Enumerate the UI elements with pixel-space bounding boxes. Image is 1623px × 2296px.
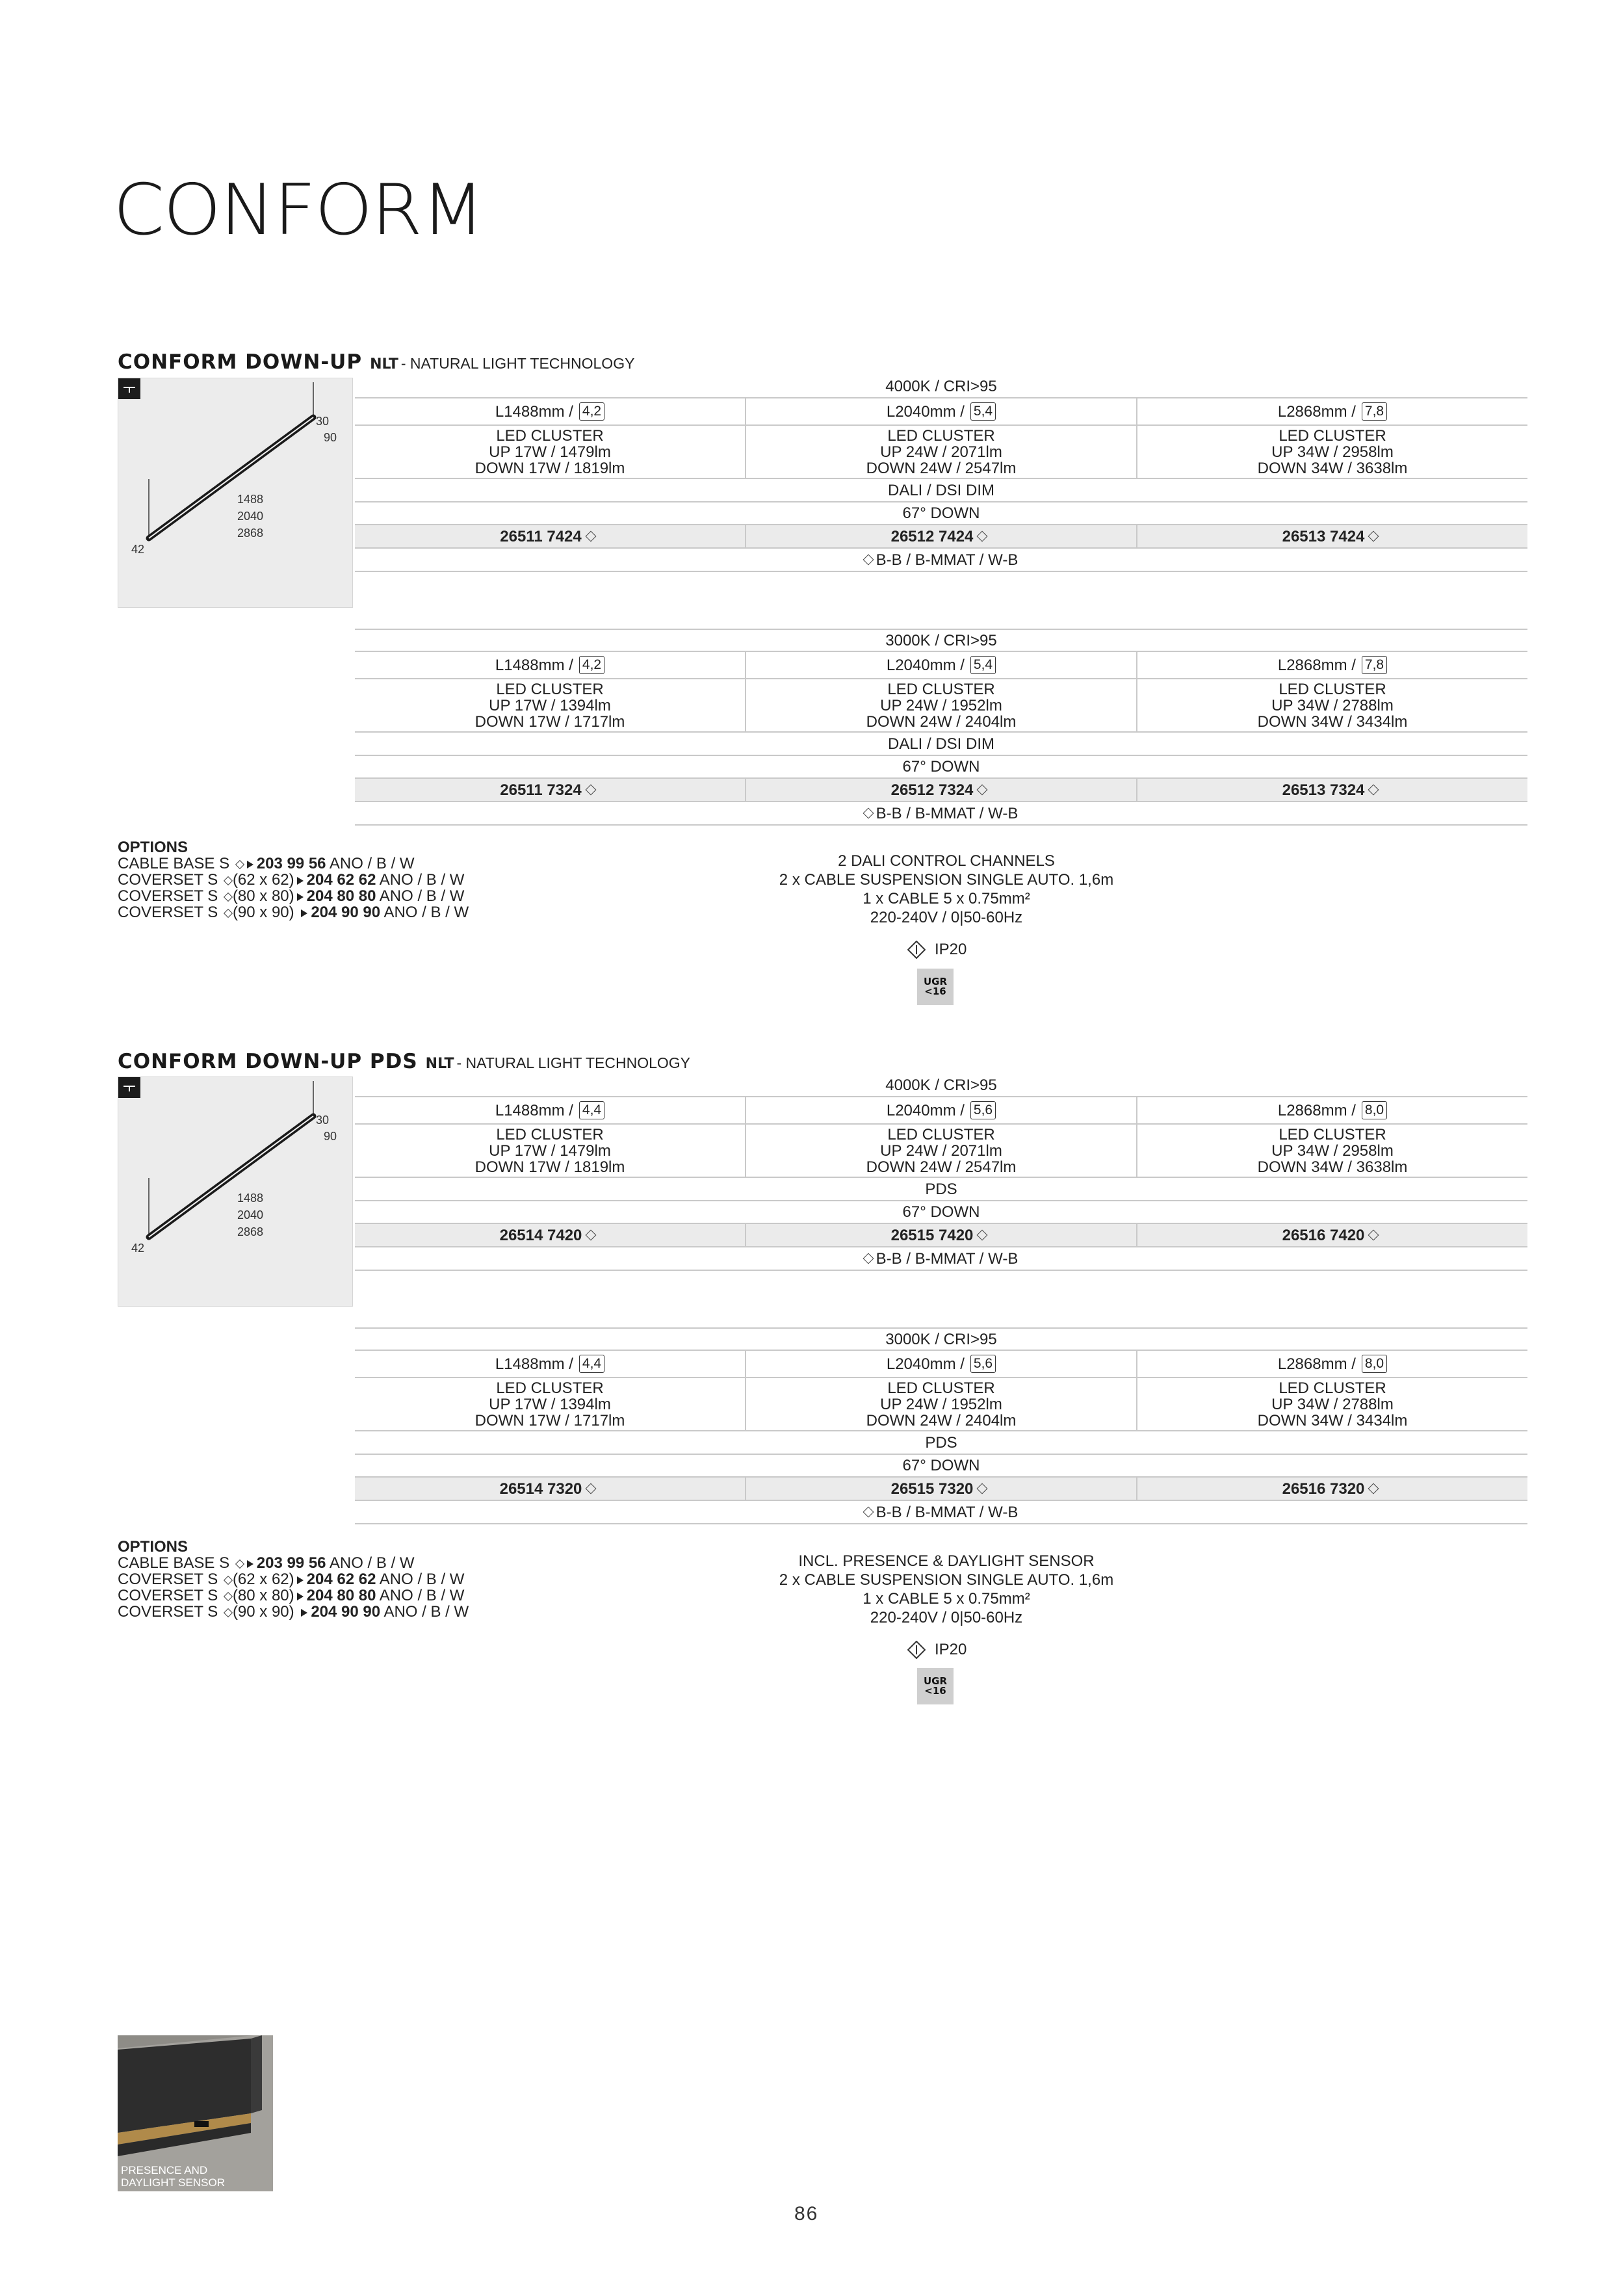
beam-cell: 67° DOWN [902,1457,980,1474]
table-row [355,1224,1527,1247]
color-diamond-icon [224,1608,233,1617]
color-diamond-icon [224,1592,233,1601]
photo-caption: PRESENCE AND DAYLIGHT SENSOR [121,2164,225,2189]
driver-cell: DALI / DSI DIM [887,481,995,499]
article-code-cell: 26516 7320 [1136,1478,1527,1500]
table-spacer [355,572,1527,615]
class-one-icon [907,941,926,959]
length-label: L2868mm / [1277,656,1356,674]
length-label: L2040mm / [886,1355,965,1373]
led-cell: LED CLUSTER UP 24W / 1952lm DOWN 24W / 2404lm [745,679,1136,731]
options-list [118,1539,469,1620]
option-item: CABLE BASE S 203 99 56 ANO / B / W [118,855,415,872]
driver-cell: PDS [925,1433,957,1452]
led-cell: LED CLUSTER UP 17W / 1394lm DOWN 17W / 1717lm [474,680,625,731]
dim-length-1: 1488 [237,1192,264,1205]
page-number: 86 [794,2203,819,2224]
color-diamond-icon [585,531,596,542]
table-row [355,426,1527,479]
dim-profile: 42 [131,1242,145,1255]
option-item: COVERSET S (62 x 62) 204 62 62 ANO / B / W [118,1571,465,1588]
color-diamond-icon [1368,531,1379,542]
color-diamond-icon [977,785,988,796]
length-cell [1136,652,1527,678]
color-diamond-icon [224,1576,233,1585]
table-row [355,1431,1527,1455]
color-temp-header: 3000K / CRI>95 [885,1330,997,1348]
led-cell: LED CLUSTER UP 24W / 2071lm DOWN 24W / 2547lm [745,1125,1136,1177]
table-row [355,549,1527,572]
weight-badge: 8,0 [1362,1355,1387,1373]
technical-notes: 2 DALI CONTROL CHANNELS 2 x CABLE SUSPENSION SINGLE AUTO. 1,6m 1 x CABLE 5 x 0.75mm² 220-240V / 0|50-60Hz [779,852,1114,926]
product-drawing [118,1076,353,1307]
arrow-icon [297,877,304,885]
table-row [355,398,1527,426]
table-row [355,1501,1527,1524]
color-diamond-icon [863,1253,874,1264]
ip-rating: IP20 [907,941,967,959]
length-cell [355,398,745,424]
arrow-icon [297,893,304,901]
table-row [355,802,1527,826]
color-diamond-icon [977,1230,988,1241]
beam-cell: 67° DOWN [902,758,980,776]
table-row [355,375,1527,398]
table-row [355,1201,1527,1224]
table-row [355,1247,1527,1271]
arrow-icon [297,1593,304,1600]
color-diamond-icon [863,1507,874,1518]
weight-badge: 5,6 [970,1101,996,1119]
article-code-cell: 26514 7320 [355,1478,745,1500]
table-row [355,733,1527,756]
weight-badge: 5,4 [970,656,996,674]
section-title [118,352,634,372]
options-list [118,839,469,920]
options-heading: OPTIONS [118,1538,188,1556]
weight-badge: 8,0 [1362,1101,1387,1119]
color-diamond-icon [863,808,874,819]
color-diamond-icon [977,1483,988,1494]
dim-length-3: 2868 [237,527,264,540]
length-cell [355,652,745,678]
dim-profile: 42 [131,543,145,556]
length-label: L1488mm / [495,1101,573,1119]
arrow-icon [297,1576,304,1584]
option-item: COVERSET S (90 x 90) 204 90 90 ANO / B / W [118,1603,469,1621]
dim-length-2: 2040 [237,510,264,523]
dim-length-3: 2868 [237,1225,264,1238]
table-row [355,1351,1527,1378]
class-one-icon [907,1641,926,1659]
weight-badge: 7,8 [1362,656,1387,674]
option-item: COVERSET S (80 x 80) 204 80 80 ANO / B / W [118,1587,465,1604]
dim-height: 30 [316,1114,330,1127]
dim-length-2: 2040 [237,1208,264,1221]
length-cell [355,1351,745,1377]
length-cell [1136,1351,1527,1377]
table-row [355,679,1527,733]
brand-title: CONFORM [113,170,484,251]
led-cell: LED CLUSTER UP 34W / 2788lm DOWN 34W / 3434lm [1136,1378,1527,1430]
article-code-cell: 26515 7320 [745,1478,1136,1500]
ugr-badge: UGR <16 [917,1668,954,1704]
length-label: L2040mm / [886,656,965,674]
arrow-icon [247,861,253,868]
weight-badge: 4,2 [579,402,604,421]
table-row [355,502,1527,525]
length-cell [1136,1097,1527,1123]
ugr-badge: UGR <16 [917,969,954,1005]
option-item: CABLE BASE S 203 99 56 ANO / B / W [118,1554,415,1572]
nlt-label: NLT [370,356,398,372]
weight-badge: 4,4 [579,1355,604,1373]
weight-badge: 5,4 [970,402,996,421]
led-cell: LED CLUSTER UP 17W / 1479lm DOWN 17W / 1819lm [474,426,625,477]
dim-width: 90 [324,431,337,444]
color-diamond-icon [224,893,233,902]
length-label: L2040mm / [886,1101,965,1119]
section-name: CONFORM DOWN-UP [118,350,363,374]
length-label: L2868mm / [1277,1355,1356,1373]
arrow-icon [301,909,307,917]
options-heading: OPTIONS [118,839,188,856]
dim-width: 90 [324,1130,337,1143]
length-label: L1488mm / [495,656,573,674]
length-label: L1488mm / [495,402,573,421]
color-diamond-icon [586,1483,597,1494]
color-diamond-icon [224,909,233,918]
table-row [355,1455,1527,1478]
led-cell: LED CLUSTER UP 17W / 1394lm DOWN 17W / 1717lm [474,1379,625,1429]
table-row [355,779,1527,802]
sensor-photo [118,2035,273,2191]
nlt-label: NLT [425,1056,454,1072]
table-row [355,652,1527,679]
article-code-cell: 26511 7424 [355,525,745,547]
beam-cell: 67° DOWN [902,504,980,522]
article-code-cell: 26514 7420 [355,1224,745,1246]
color-diamond-icon [977,531,988,542]
luminaire-diagram [118,378,352,607]
article-code-cell: 26512 7324 [745,779,1136,801]
technical-notes: INCL. PRESENCE & DAYLIGHT SENSOR 2 x CABLE SUSPENSION SINGLE AUTO. 1,6m 1 x CABLE 5 x 0.75mm² 220-240V / 0|50-60Hz [779,1552,1114,1626]
weight-badge: 4,4 [579,1101,604,1119]
table-row [355,629,1527,652]
article-code-cell: 26513 7324 [1136,779,1527,801]
technology-label: - NATURAL LIGHT TECHNOLOGY [400,355,635,372]
dim-length-1: 1488 [237,493,264,506]
dim-height: 30 [316,415,330,428]
length-label: L2040mm / [886,402,965,421]
led-cell: LED CLUSTER UP 17W / 1479lm DOWN 17W / 1819lm [474,1125,625,1176]
color-diamond-icon [586,1230,597,1241]
table-row [355,1097,1527,1125]
finish-cell: B-B / B-MMAT / W-B [355,1247,1527,1270]
section-title [118,1051,690,1072]
color-temp-header: 4000K / CRI>95 [885,1076,997,1094]
length-cell [745,1097,1136,1123]
length-label: L2868mm / [1277,402,1356,421]
led-cell: LED CLUSTER UP 34W / 2958lm DOWN 34W / 3638lm [1136,1125,1527,1177]
option-item: COVERSET S (90 x 90) 204 90 90 ANO / B / W [118,904,469,921]
table-row [355,479,1527,502]
finish-cell: B-B / B-MMAT / W-B [355,1501,1527,1523]
led-cell: LED CLUSTER UP 34W / 2788lm DOWN 34W / 3434lm [1136,679,1527,731]
color-diamond-icon [863,554,874,566]
length-label: L2868mm / [1277,1101,1356,1119]
color-temp-header: 4000K / CRI>95 [885,377,997,395]
color-diamond-icon [1368,1483,1379,1494]
table-row [355,1327,1527,1351]
length-cell [1136,398,1527,424]
table-row [355,1478,1527,1501]
weight-badge: 4,2 [579,656,604,674]
length-cell [355,1097,745,1123]
weight-badge: 7,8 [1362,402,1387,421]
color-diamond-icon [585,785,596,796]
led-cell: LED CLUSTER UP 24W / 1952lm DOWN 24W / 2404lm [745,1378,1136,1430]
led-cell: LED CLUSTER UP 34W / 2958lm DOWN 34W / 3638lm [1136,426,1527,478]
color-diamond-icon [224,876,233,885]
finish-cell: B-B / B-MMAT / W-B [355,802,1527,824]
article-code-cell: 26515 7420 [745,1224,1136,1246]
table-spacer [355,1271,1527,1314]
option-item: COVERSET S (80 x 80) 204 80 80 ANO / B / W [118,887,465,905]
length-cell [745,1351,1136,1377]
length-label: L1488mm / [495,1355,573,1373]
table-row [355,1178,1527,1201]
section-name: CONFORM DOWN-UP PDS [118,1050,418,1073]
technology-label: - NATURAL LIGHT TECHNOLOGY [456,1054,690,1071]
option-item: COVERSET S (62 x 62) 204 62 62 ANO / B / W [118,871,465,889]
driver-cell: DALI / DSI DIM [887,735,995,753]
color-temp-header: 3000K / CRI>95 [885,631,997,649]
article-code-cell: 26513 7424 [1136,525,1527,547]
driver-cell: PDS [925,1180,957,1198]
color-diamond-icon [1368,1230,1379,1241]
table-row [355,1074,1527,1097]
table-row [355,1125,1527,1178]
weight-badge: 5,6 [970,1355,996,1373]
length-cell [745,652,1136,678]
beam-cell: 67° DOWN [902,1203,980,1221]
article-code-cell: 26516 7420 [1136,1224,1527,1246]
table-row [355,525,1527,549]
ip-rating: IP20 [907,1641,967,1659]
led-cell: LED CLUSTER UP 24W / 2071lm DOWN 24W / 2547lm [745,426,1136,478]
article-code-cell: 26511 7324 [355,779,745,801]
table-row [355,756,1527,779]
color-diamond-icon [235,860,244,869]
arrow-icon [247,1560,253,1568]
luminaire-diagram [118,1077,352,1306]
product-drawing [118,378,353,608]
finish-cell: B-B / B-MMAT / W-B [355,549,1527,571]
length-cell [745,398,1136,424]
article-code-cell: 26512 7424 [745,525,1136,547]
table-row [355,1378,1527,1431]
color-diamond-icon [1368,785,1379,796]
arrow-icon [301,1609,307,1617]
color-diamond-icon [235,1559,244,1569]
